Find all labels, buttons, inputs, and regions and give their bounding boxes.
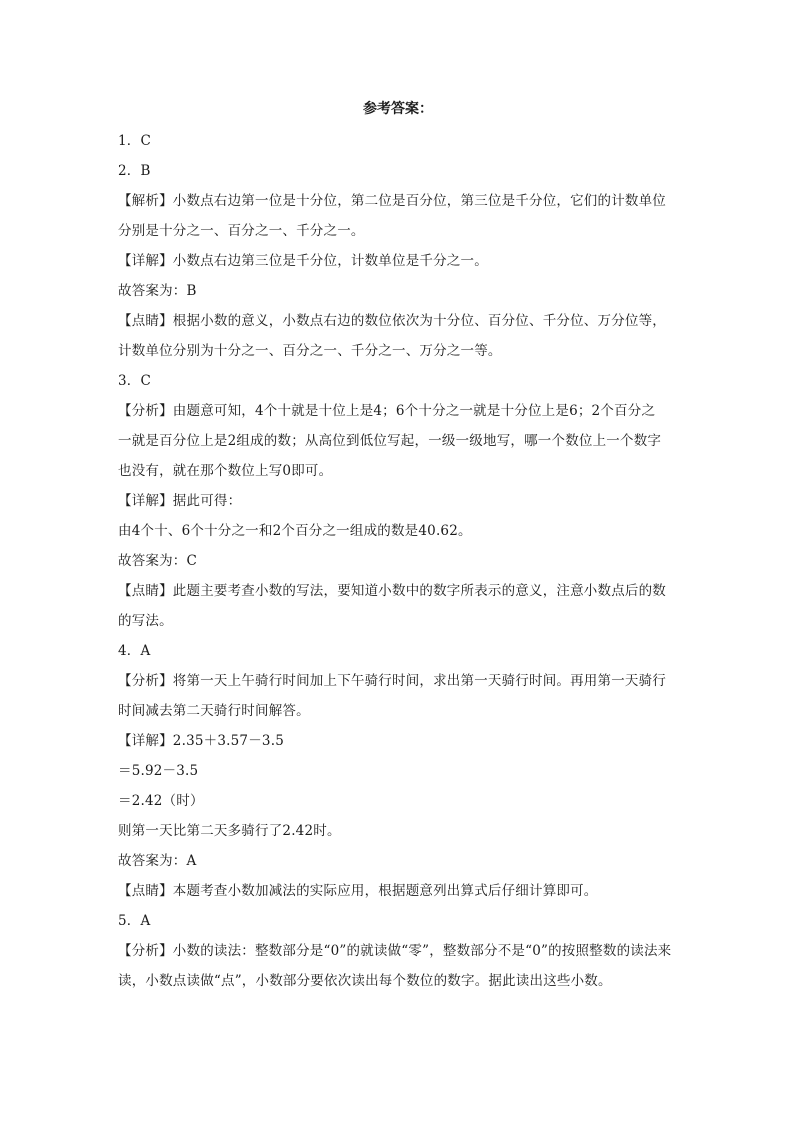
answer-line: 【详解】小数点右边第三位是千分位，计数单位是千分之一。 <box>118 253 488 269</box>
answer-line: 【点睛】本题考查小数加减法的实际应用，根据题意列出算式后仔细计算即可。 <box>118 883 598 899</box>
answer-line: 2．B <box>118 163 151 179</box>
answer-line: 【分析】小数的读法：整数部分是“0”的就读做“零”，整数部分不是“0”的按照整数的读法来 <box>118 943 672 959</box>
answer-line: ＝5.92－3.5 <box>118 763 199 779</box>
answer-line: 由4个十、6个十分之一和2个百分之一组成的数是40.62。 <box>118 523 472 539</box>
answer-line: 计数单位分别为十分之一、百分之一、千分之一、万分之一等。 <box>118 343 502 359</box>
answer-line: 故答案为：C <box>118 553 198 569</box>
answer-line: 【详解】2.35＋3.57－3.5 <box>118 733 284 749</box>
answer-line: 也没有，就在那个数位上写0即可。 <box>118 463 333 479</box>
answer-line: 5．A <box>118 913 151 929</box>
answer-line: 1．C <box>118 133 152 149</box>
page-title: 参考答案： <box>363 101 433 117</box>
answer-line: 读，小数点读做“点”，小数部分要依次读出每个数位的数字。据此读出这些小数。 <box>118 973 612 989</box>
answer-line: 3．C <box>118 373 152 389</box>
answer-line: 故答案为：A <box>118 853 197 869</box>
answer-line: 【分析】由题意可知，4个十就是十位上是4；6个十分之一就是十分位上是6；2个百分之 <box>118 403 656 419</box>
answer-content <box>118 96 678 996</box>
answer-line: 时间减去第二天骑行时间解答。 <box>118 703 310 719</box>
answer-line: 【点睛】根据小数的意义，小数点右边的数位依次为十分位、百分位、千分位、万分位等， <box>118 313 666 329</box>
answer-line: 【详解】据此可得： <box>118 493 242 509</box>
answer-lines <box>118 126 678 996</box>
answer-line: 的写法。 <box>118 613 173 629</box>
answer-line: 4．A <box>118 643 151 659</box>
answer-line: 【解析】小数点右边第一位是十分位，第二位是百分位，第三位是千分位，它们的计数单位 <box>118 193 666 209</box>
answer-line: 一就是百分位上是2组成的数；从高位到低位写起，一级一级地写，哪一个数位上一个数字 <box>118 433 662 449</box>
answer-line: 分别是十分之一、百分之一、千分之一。 <box>118 223 365 239</box>
answer-line: 则第一天比第二天多骑行了2.42时。 <box>118 823 341 839</box>
answer-line: 【分析】将第一天上午骑行时间加上下午骑行时间，求出第一天骑行时间。再用第一天骑行 <box>118 673 666 689</box>
answer-line: 故答案为：B <box>118 283 197 299</box>
answer-line: 【点睛】此题主要考查小数的写法，要知道小数中的数字所表示的意义，注意小数点后的数 <box>118 583 666 599</box>
answer-line: ＝2.42（时） <box>118 793 204 809</box>
